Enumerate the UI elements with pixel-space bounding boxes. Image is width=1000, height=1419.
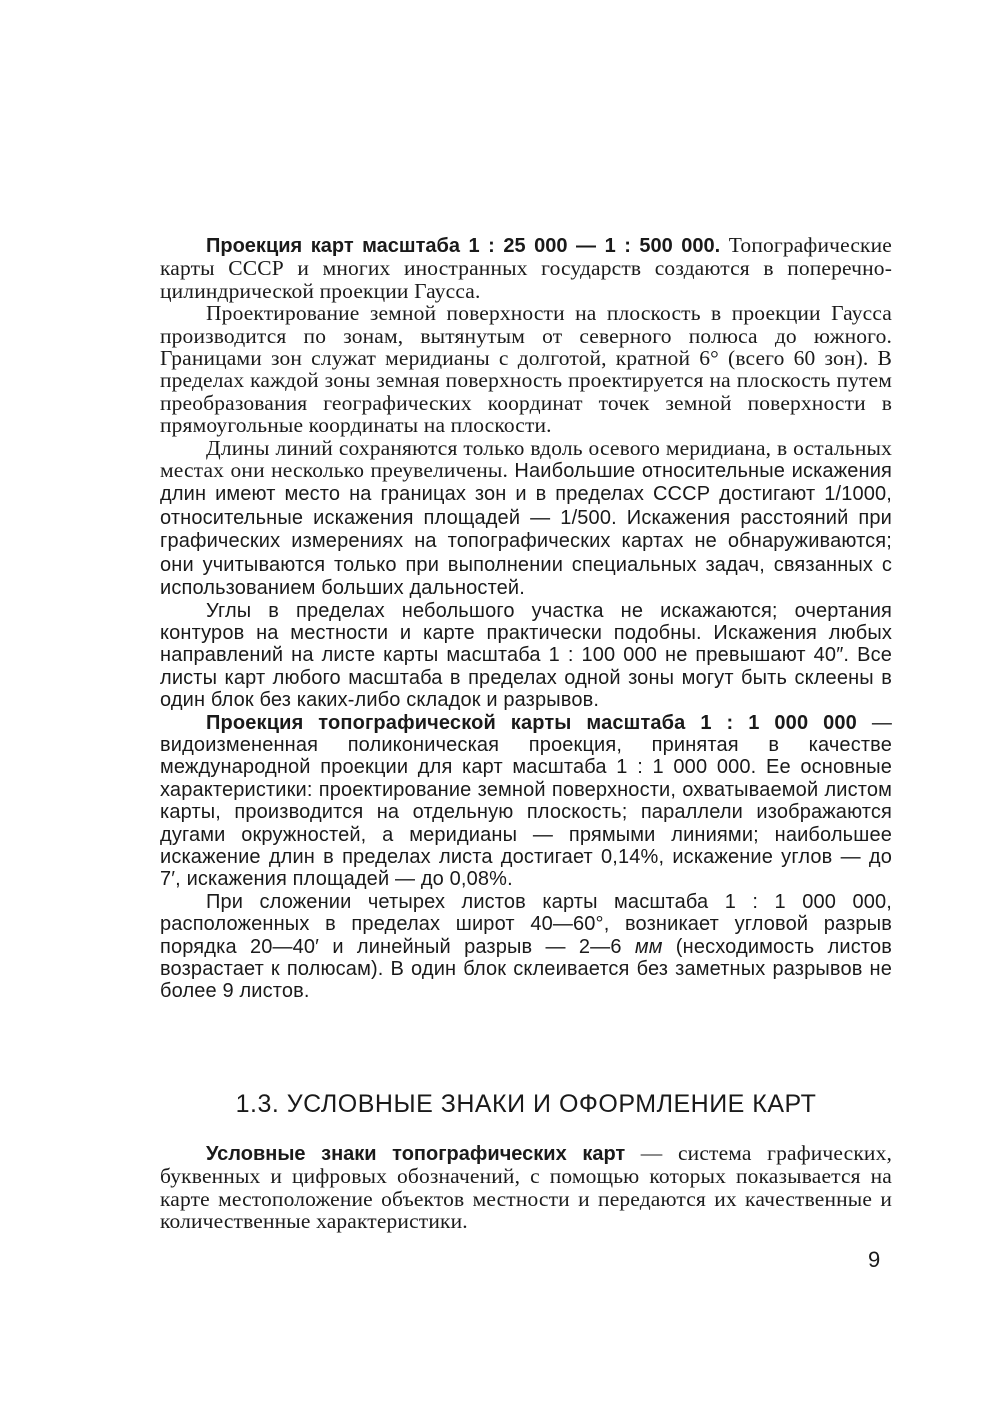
section-symbols — [160, 1142, 892, 1233]
paragraph-text: Искажения расстояний при графических измерениях на топографических картах не обнаруживаются; они учитываются только при выполнении специальных задач, связанных с использованием больших дальностей. — [160, 506, 892, 600]
paragraph-sheet-joining — [160, 891, 892, 1003]
paragraph-text: Длины линий сохраняются только вдоль осевого меридиана, в остальных местах они несколько преувеличены. — [160, 435, 892, 483]
paragraph-text: (несходимость листов возрастает к полюсам). В один блок склеивается без заметных разрывов не более 9 листов. — [160, 935, 892, 1003]
paragraph-text: Наибольшие относительные искажения длин имеют место на границах зон и в пределах СССР достигают 1/1000, относительные искажения площадей — 1/500. — [160, 460, 893, 529]
paragraph-million-projection — [160, 712, 892, 891]
paragraph-lead: Условные знаки топографических карт — [206, 1143, 626, 1165]
paragraph-angles — [160, 600, 892, 712]
paragraph-text: — система графических, буквенных и цифровых обозначений, с помощью которых показывается на карте местоположение объектов местности и передаются их качественные и количественные характеристики. — [160, 1141, 892, 1234]
paragraph-text: Проектирование земной поверхности на плоскость в проекции Гаусса производится по зонам, вытянутым от северного полюса до южного. Границами зон служат меридианы с долготой, кратной 6° (всего 60 зон). В пределах каждой зоны земная поверхность проектируется на плоскость путем преобразования географических координат точек земной поверхности в прямоугольные координаты на плоскости. — [160, 301, 892, 438]
paragraph-lead: Проекция карт масштаба 1 : 25 000 — 1 : 500 000. — [206, 235, 721, 257]
paragraph-text: Углы в пределах небольшого участка не искажаются; очертания контуров на местности и карте практически подобны. Искажения любых направлений на листе карты масштаба 1 : 100 000 не превышают 40″. Все листы карт любого масштаба в пределах одной зоны могут быть склеены в один блок без каких-либо складок и разрывов. — [160, 599, 892, 712]
section-map-projections — [160, 234, 892, 1003]
paragraph-text: — видоизмененная поликоническая проекция, принятая в качестве международной проекции для карт масштаба 1 : 1 000 000. Ее основные характеристики: проектирование земной поверхности, охватываемой листом карты, производится на отдельную плоскость; параллели изображаются дугами окружностей, а меридианы — прямыми линиями; наибольшее искажение длин в пределах листа достигает 0,14%, искажение углов — до 7′, искажения площадей — до 0,08%. — [160, 711, 893, 891]
paragraph-gauss-projection — [160, 234, 892, 302]
paragraph-zones — [160, 302, 892, 436]
paragraph-length-distortion — [160, 437, 892, 600]
section-heading: 1.3. УСЛОВНЫЕ ЗНАКИ И ОФОРМЛЕНИЕ КАРТ — [235, 1090, 817, 1118]
paragraph-text: Топографические карты СССР и многих иностранных государств создаются в поперечно-цилиндрической проекции Гаусса. — [160, 233, 892, 303]
paragraph-lead: Проекция топографической карты масштаба 1 : 1 000 000 — [206, 711, 857, 734]
paragraph-symbols-definition — [160, 1142, 892, 1233]
unit-mm: мм — [634, 935, 663, 958]
page-number: 9 — [868, 1247, 881, 1272]
paragraph-text: При сложении четырех листов карты масштаба 1 : 1 000 000, расположенных в пределах широт 40—60°, возникает угловой разрыв порядка 20—40′ и линейный разрыв — 2—6 — [160, 890, 892, 958]
